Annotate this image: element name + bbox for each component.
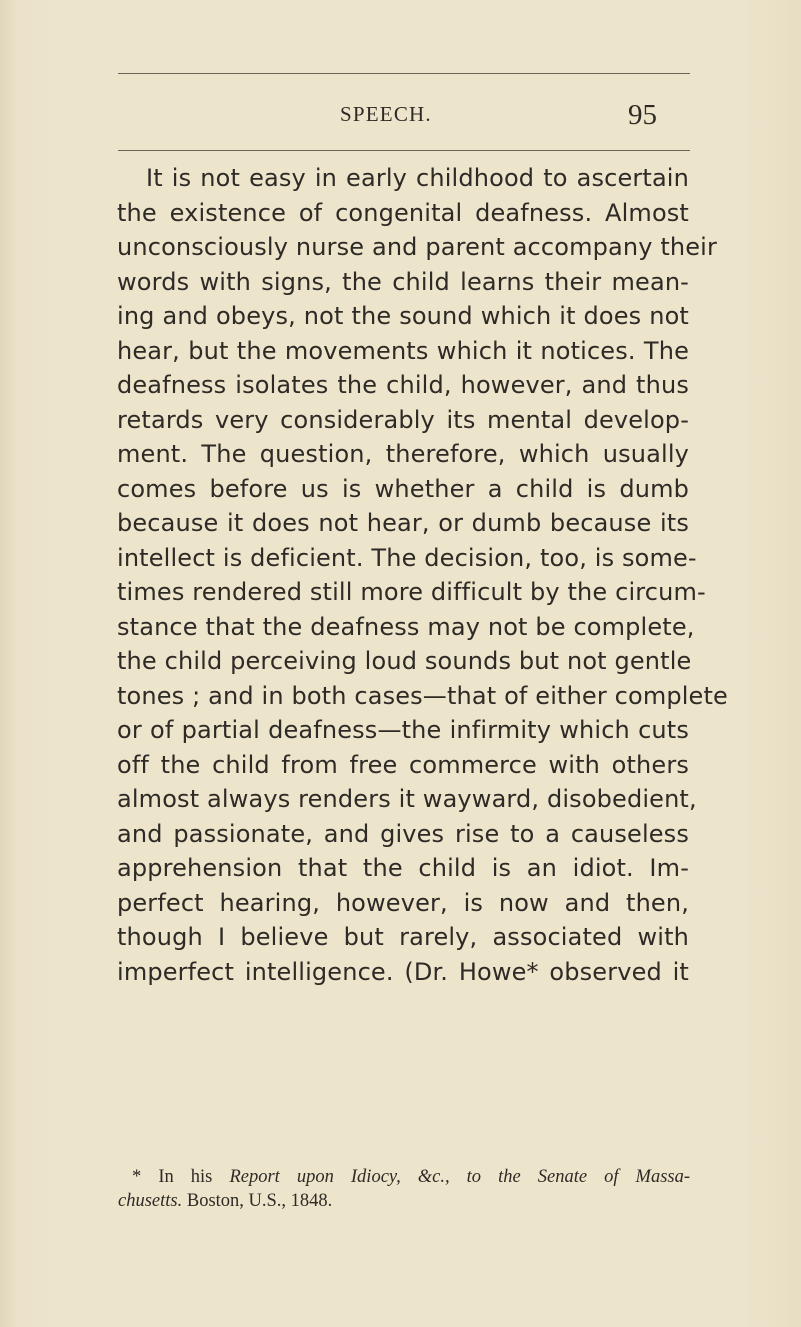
text-line: comes before us is whether a child is dumb [117, 474, 689, 503]
page-number: 95 [628, 99, 657, 131]
footnote [118, 1165, 690, 1213]
text-line: ment. The question, therefore, which usually [117, 440, 689, 468]
text-line: ing and obeys, not the sound which it does not [117, 302, 689, 330]
text-line: off the child from free commerce with others [117, 750, 689, 779]
footnote-marker: * [132, 1167, 142, 1187]
footnote-title: Report upon Idiocy, &c., to the Senate of Massa- [229, 1167, 691, 1187]
header-rule [118, 150, 690, 151]
text-line: stance that the deafness may not be complete, [117, 612, 695, 641]
footnote-citation: Boston, U.S., 1848. [186, 1191, 333, 1211]
text-line: times rendered still more difficult by the circum- [117, 578, 706, 606]
text-line: the child perceiving loud sounds but not gentle [117, 647, 692, 675]
text-line: unconsciously nurse and parent accompany their [117, 233, 718, 261]
text-line: apprehension that the child is an idiot. Im- [117, 854, 689, 882]
running-head: SPEECH. [340, 102, 432, 126]
text-line: words with signs, the child learns their mean- [117, 267, 689, 296]
text-line: intellect is deficient. The decision, too, is some- [117, 543, 697, 572]
text-line: retards very considerably its mental develop- [117, 405, 689, 434]
footnote-title-cont: chusetts. [118, 1191, 183, 1211]
text-line: almost always renders it wayward, disobedient, [117, 785, 697, 813]
text-line: and passionate, and gives rise to a causeless [117, 819, 689, 848]
text-line: tones ; and in both cases—that of either complete [117, 681, 728, 710]
text-line: It is not easy in early childhood to ascertain [146, 164, 689, 192]
footnote-line [118, 1189, 690, 1213]
text-line: though I believe but rarely, associated with [117, 923, 689, 951]
text-line: the existence of congenital deafness. Almost [117, 198, 689, 227]
text-line: because it does not hear, or dumb because its [117, 509, 689, 537]
text-line: perfect hearing, however, is now and then, [117, 888, 689, 917]
text-line: hear, but the movements which it notices. The [117, 336, 689, 365]
footnote-pre: In his [158, 1167, 213, 1187]
text-line: imperfect intelligence. (Dr. Howe* observed it [117, 957, 689, 986]
text-line: deafness isolates the child, however, and thus [117, 371, 689, 399]
footnote-line [118, 1165, 690, 1189]
body-text [117, 161, 728, 989]
top-rule [118, 73, 690, 74]
text-line: or of partial deafness—the infirmity which cuts [117, 716, 689, 744]
